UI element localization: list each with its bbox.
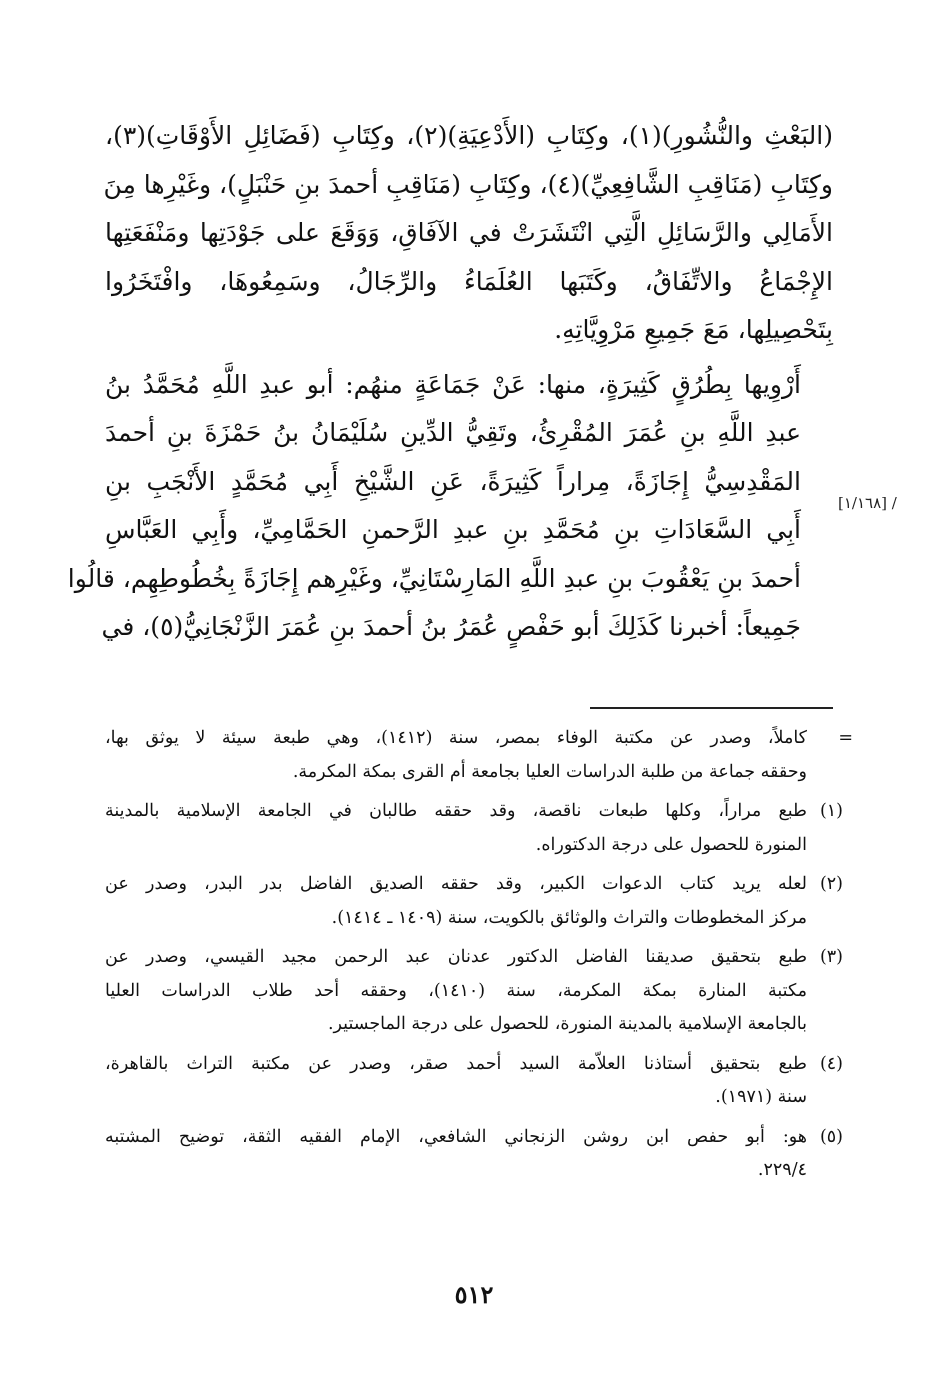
footnote-line: طبع مراراً، وكلها طبعات ناقصة، وقد حققه طالبان في الجامعة الإسلامية بالمدينة <box>105 801 807 821</box>
footnote-number: = <box>838 728 853 748</box>
footnote-line: مركز المخطوطات والتراث والوثائق بالكويت، سنة (١٤٠٩ ـ ١٤١٤). <box>331 907 807 928</box>
text-line: وكِتَابِ (مَنَاقِبِ الشَّافِعِيِّ)(٤)، وكِتَابِ (مَنَاقِبِ أحمدَ بنِ حَنْبَلٍ)، وغَيْرِها مِنَ <box>103 169 833 199</box>
footnote-number: (٣) <box>819 947 843 967</box>
footnote-number: (٥) <box>819 1126 843 1147</box>
footnote-separator <box>590 707 833 709</box>
paragraph-1 <box>105 112 833 355</box>
footnote-2 <box>105 868 843 935</box>
text-line: جَمِيعاً: أخبرنا كَذَلِكَ أبو حَفْصٍ عُمَرُ بنُ أحمدَ بنِ عُمَرَ الزَّنْجَانِيُّ(٥)، في <box>101 612 801 641</box>
footnote-line: وحققه جماعة من طلبة الدراسات العليا بجامعة أم القرى بمكة المكرمة. <box>292 761 807 782</box>
footnote-1 <box>105 795 843 862</box>
footnote-line: لعله يريد كتاب الدعوات الكبير، وقد حققه الصديق الفاضل بدر البدر، وصدر عن <box>105 874 807 894</box>
footnote-line: سنة (١٩٧١). <box>715 1087 807 1107</box>
footnote-line: المنورة للحصول على درجة الدكتوراه. <box>535 834 807 855</box>
main-text <box>67 112 833 652</box>
paragraph-2 <box>67 361 833 652</box>
footnote-number: (١) <box>819 801 843 821</box>
text-line: أَرْوِيها بِطُرُقٍ كَثِيرَةٍ، منها: عَنْ جَمَاعَةٍ منهُم: أبو عبدِ اللَّهِ مُحَمَّدُ بنُ <box>105 369 801 399</box>
footnote-line: طبع بتحقيق أستاذنا العلاّمة السيد أحمد صقر، وصدر عن مكتبة التراث بالقاهرة، <box>105 1053 807 1074</box>
page-number: ٥١٢ <box>454 1280 494 1309</box>
footnotes <box>105 722 853 1194</box>
footnote-number: (٢) <box>819 874 843 894</box>
footnote-5 <box>105 1121 843 1188</box>
footnote-number: (٤) <box>819 1053 843 1074</box>
footnote-4 <box>105 1048 843 1115</box>
text-line: (البَعْثِ والنُّشُورِ)(١)، وكِتَابِ (الأَدْعِيَةِ)(٢)، وكِتَابِ (فَضَائِلِ الأَوْقَاتِ)(٣)، <box>105 121 833 150</box>
footnote-line: ٢٢٩/٤. <box>757 1160 807 1180</box>
footnote-line: مكتبة المنارة بمكة المكرمة، سنة (١٤١٠)، وحققه أحد طلاب الدراسات العليا <box>105 980 807 1001</box>
text-line: الإِجْمَاعُ والاتِّفَاقُ، وكَتَبَها العُلَمَاءُ والرِّجَالُ، وسَمِعُوهَا، وافْتَخَرُوا <box>105 266 833 296</box>
footnote-line: بالجامعة الإسلامية بالمدينة المنورة، للحصول على درجة الماجستير. <box>327 1014 807 1034</box>
text-line: أحمدَ بنِ يَعْقُوبَ بنِ عبدِ اللَّهِ المَارِسْتَانِيِّ، وغَيْرِهم إِجَازَةً بِخُطُوطِهِم، قالُوا <box>67 563 801 593</box>
text-line: أَبِي السَّعَادَاتِ بنِ مُحَمَّدِ بنِ عبدِ الرَّحمنِ الحَمَّامِيِّ، وأَبِي العَبَّاسِ <box>105 515 801 544</box>
footnote-3 <box>105 941 843 1042</box>
manuscript-folio-marker: [١/١٦٨] / <box>838 494 897 512</box>
footnote-line: هو: أبو حفص ابن روشن الزنجاني الشافعي، الإمام الفقيه الثقة، توضيح المشتبه <box>105 1126 807 1147</box>
text-line: المَقْدِسِيُّ إِجَازَةً، مِراراً كَثِيرَةً، عَنِ الشَّيْخِ أَبِي مُحَمَّدٍ الأَنْجَبِ بنِ <box>105 466 801 496</box>
text-line: عبدِ اللَّهِ بنِ عُمَرَ المُقْرِئُ، وتَقِيُّ الدِّينِ سُلَيْمَانُ بنُ حَمْزَةَ بنِ أحمدَ <box>105 418 801 447</box>
text-line: بِتَحْصِيلِها، مَعَ جَمِيعِ مَرْوِيَّاتِهِ. <box>554 315 833 344</box>
footnote-line: طبع بتحقيق صديقنا الفاضل الدكتور عدنان عبد الرحمن مجيد القيسي، وصدر عن <box>105 947 807 967</box>
footnote-line: كاملاً، وصدر عن مكتبة الوفاء بمصر، سنة (١٤١٢)، وهي طبعة سيئة لا يوثق بها، <box>105 728 807 748</box>
text-line: الأَمَالِي والرَّسَائِلِ الَّتِي انْتَشَرَتْ في الآفَاقِ، وَوَقَعَ على جَوْدَتِها ومَنْفَعَتِها <box>105 218 833 247</box>
footnote-continued <box>105 722 853 789</box>
